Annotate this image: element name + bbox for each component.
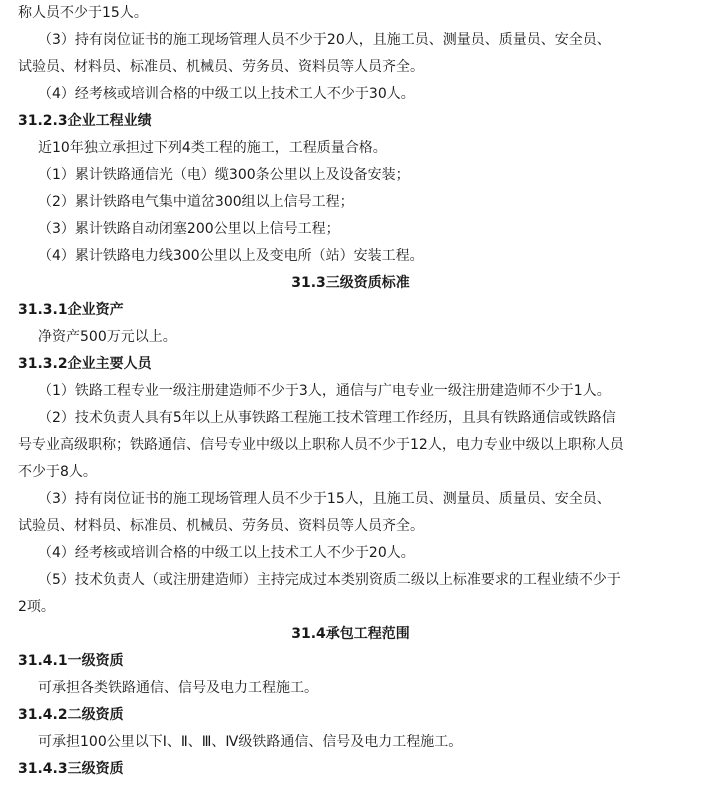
text-line: （5）技术负责人（或注册建造师）主持完成过本类别资质二级以上标准要求的工程业绩不少于 [38, 572, 621, 588]
chapter-heading: 31.3三级资质标准 [291, 275, 410, 291]
text-line: （4）经考核或培训合格的中级工以上技术工人不少于20人。 [38, 545, 415, 561]
text-line: （1）铁路工程专业一级注册建造师不少于3人，通信与广电专业一级注册建造师不少于1人。 [38, 383, 611, 399]
section-heading: 31.4.3三级资质 [18, 761, 124, 777]
section-heading: 31.4.1一级资质 [18, 653, 124, 669]
section-heading: 31.4.2二级资质 [18, 707, 124, 723]
text-line: 净资产500万元以上。 [38, 329, 177, 345]
section-heading: 31.3.1企业资产 [18, 302, 124, 318]
text-line: （3）持有岗位证书的施工现场管理人员不少于15人，且施工员、测量员、质量员、安全员、 [38, 491, 611, 507]
text-line: 称人员不少于15人。 [18, 5, 148, 21]
text-line: 试验员、材料员、标准员、机械员、劳务员、资料员等人员齐全。 [18, 59, 424, 75]
text-line: （1）累计铁路通信光（电）缆300条公里以上及设备安装； [38, 167, 410, 183]
text-line: （2）累计铁路电气集中道岔300组以上信号工程； [38, 194, 354, 210]
text-line: （4）累计铁路电力线300公里以上及变电所（站）安装工程。 [38, 248, 424, 264]
section-heading: 31.3.2企业主要人员 [18, 356, 152, 372]
text-line: 2项。 [18, 599, 55, 615]
text-line: 试验员、材料员、标准员、机械员、劳务员、资料员等人员齐全。 [18, 518, 424, 534]
section-heading: 31.2.3企业工程业绩 [18, 113, 152, 129]
text-line: 可承担各类铁路通信、信号及电力工程施工。 [38, 680, 318, 696]
text-line: （3）累计铁路自动闭塞200公里以上信号工程； [38, 221, 340, 237]
text-line: （4）经考核或培训合格的中级工以上技术工人不少于30人。 [38, 86, 415, 102]
text-line: 不少于8人。 [18, 464, 97, 480]
text-line: 号专业高级职称；铁路通信、信号专业中级以上职称人员不少于12人，电力专业中级以上职称人员 [18, 437, 624, 453]
text-line: 可承担100公里以下Ⅰ、Ⅱ、Ⅲ、Ⅳ级铁路通信、信号及电力工程施工。 [38, 734, 463, 750]
text-line: 近10年独立承担过下列4类工程的施工，工程质量合格。 [38, 140, 387, 156]
text-line: （2）技术负责人具有5年以上从事铁路工程施工技术管理工作经历，且具有铁路通信或铁路信 [38, 410, 616, 426]
text-line: （3）持有岗位证书的施工现场管理人员不少于20人，且施工员、测量员、质量员、安全员、 [38, 32, 611, 48]
chapter-heading: 31.4承包工程范围 [291, 626, 410, 642]
